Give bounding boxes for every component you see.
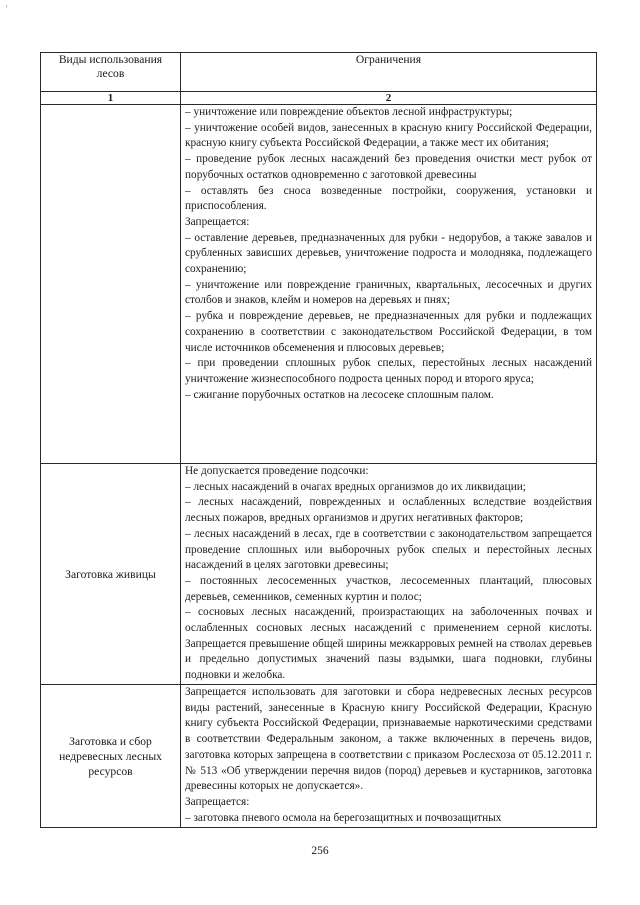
restriction-line: – уничтожение или повреждение объектов лесной инфраструктуры; (185, 106, 513, 118)
number-row (41, 92, 597, 105)
restriction-line: Запрещается использовать для заготовки и сбора недревесных лесных ресурсов виды растений, занесенные в Красную книгу Российской Федерации, Красную книгу субъекта Российской Федерации, признаваемые наркотическими средствами в соответствии Федеральным законом, а также включенных в перечень видов, заготовка которых запрещена в соответствии с приказом Рослесхоза от 05.12.2011 г. № 513 «Об утверждении перечня видов (пород) деревьев и кустарников, заготовка древесины которых не допускается». (185, 686, 592, 793)
restriction-line: – постоянных лесосеменных участков, лесосеменных плантаций, плюсовых деревьев, семенников, семенных куртин и полос; (185, 574, 592, 603)
restriction-line: Запрещается: (185, 795, 250, 808)
use-type-cell (41, 105, 181, 464)
restriction-line: – оставлять без сноса возведенные постройки, сооружения, установки и приспособления. (185, 184, 592, 213)
page-mark: ' (6, 4, 8, 14)
col2-number: 2 (181, 92, 597, 105)
use-type-cell: Заготовка и сбор недревесных лесных ресурсов (41, 685, 181, 828)
col1-number: 1 (41, 92, 181, 105)
restriction-line: – уничтожение особей видов, занесенных в красную книгу Российской Федерации, красную книгу субъекта Российской Федерации, а также мест их обитания; (185, 121, 592, 150)
restriction-line: – лесных насаждений, поврежденных и ослабленных вследствие воздействия лесных пожаров, вредных организмов и других негативных факторов; (185, 496, 592, 525)
table-row (41, 685, 597, 828)
header-row (41, 53, 597, 92)
page-number: 256 (311, 845, 329, 857)
table-row (41, 464, 597, 685)
restriction-line: – при проведении сплошных рубок спелых, перестойных лесных насаждений уничтожение жизнеспособного подроста ценных пород и второго яруса; (185, 357, 592, 385)
col2-header: Ограничения (181, 53, 597, 92)
restriction-line: – лесных насаждений в очагах вредных организмов до их ликвидации; (185, 480, 526, 493)
restriction-line: – проведение рубок лесных насаждений без проведения очистки мест рубок от порубочных остатков одновременно с заготовкой древесины (185, 153, 592, 181)
restriction-line: – оставление деревьев, предназначенных для рубки - недорубов, а также завалов и срубленных зависших деревьев, уничтожение подроста и молодняка, подлежащего сохранению; (185, 231, 592, 276)
restriction-line: – сжигание порубочных остатков на лесосеке сплошным палом. (185, 388, 494, 401)
use-type-cell: Заготовка живицы (41, 464, 181, 685)
restrictions-cell (181, 685, 597, 828)
restriction-line: – сосновых лесных насаждений, произрастающих на заболоченных почвах и ослабленных сосновых лесных насаждений с применением серной кислоты. Запрещается превышение общей ширины межкарровых ремней на стволах деревьев и предельно допустимых значений пазы вздымки, шага подновки, глубины подновки и желобка. (185, 606, 592, 682)
restriction-line: Запрещается: (185, 215, 250, 228)
restriction-line: – заготовка пневого осмола на берегозащитных и почвозащитных (185, 811, 502, 824)
restriction-line: Не допускается проведение подсочки: (185, 465, 369, 477)
restriction-line: – уничтожение или повреждение граничных, квартальных, лесосечных и других столбов и знаков, клейм и номеров на деревьях и пнях; (185, 278, 592, 307)
restrictions-cell (181, 464, 597, 685)
restrictions-cell (181, 105, 597, 464)
restrictions-table (40, 52, 597, 828)
restriction-line: – лесных насаждений в лесах, где в соответствии с законодательством запрещается проведение сплошных или выборочных рубок спелых и перестойных лесных насаждений в целях заготовки древесины; (185, 527, 592, 572)
restriction-line: – рубка и повреждение деревьев, не предназначенных для рубки и подлежащих сохранению в соответствии с законодательством Российской Федерации, в том числе источников обсеменения и плюсовых деревьев; (185, 310, 592, 354)
col1-header: Виды использования лесов (41, 53, 181, 92)
table-row (41, 105, 597, 464)
